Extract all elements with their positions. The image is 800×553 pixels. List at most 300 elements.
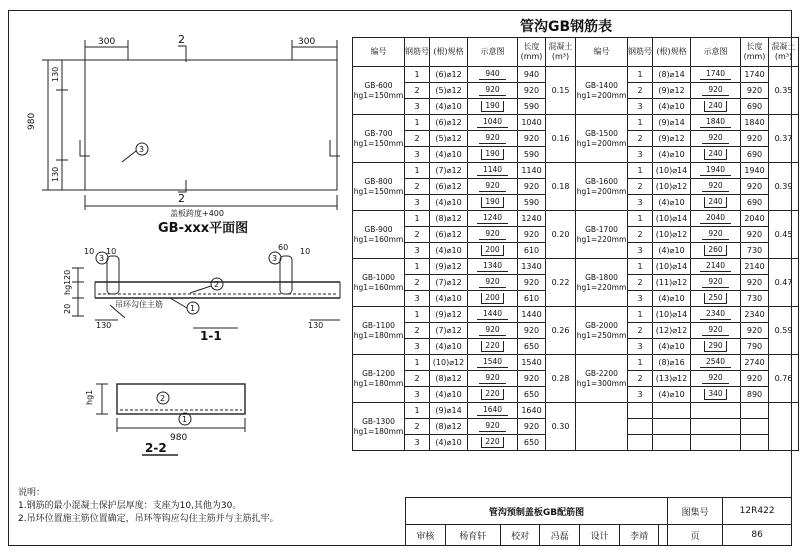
straight-bar-sketch: 1840 xyxy=(700,117,731,128)
group-code: GB-1200 xyxy=(362,368,395,378)
empty-cell xyxy=(653,419,691,435)
straight-bar-sketch: 1940 xyxy=(700,165,731,176)
bar-number: 1 xyxy=(405,163,430,179)
straight-bar-sketch: 1240 xyxy=(477,213,508,224)
bar-number: 1 xyxy=(405,307,430,323)
bar-spec: (4)⌀10 xyxy=(430,147,468,163)
header-sketch: 示意图 xyxy=(468,38,518,67)
table-row xyxy=(353,67,799,83)
concrete-volume: 0.37 xyxy=(769,115,799,163)
bar-number: 2 xyxy=(405,275,430,291)
rebar-sketch xyxy=(468,163,518,179)
hook-label: 吊环勾住主筋 xyxy=(115,300,163,309)
bar-spec: (9)⌀12 xyxy=(653,131,691,147)
rebar-sketch xyxy=(468,387,518,403)
bar-spec: (9)⌀12 xyxy=(430,307,468,323)
mark-1-section22: 1 xyxy=(182,415,188,424)
straight-bar-sketch: 1040 xyxy=(477,117,508,128)
bar-length: 2140 xyxy=(741,259,769,275)
rebar-sketch xyxy=(468,147,518,163)
bar-number: 3 xyxy=(628,387,653,403)
rebar-sketch xyxy=(468,243,518,259)
rebar-sketch xyxy=(468,275,518,291)
mark-3-left: 3 xyxy=(99,254,105,263)
review-label: 审核 xyxy=(406,525,446,546)
rebar-sketch xyxy=(691,163,741,179)
rebar-sketch xyxy=(691,147,741,163)
bar-length: 1140 xyxy=(518,163,546,179)
bar-spec: (4)⌀10 xyxy=(653,291,691,307)
bar-number: 3 xyxy=(628,147,653,163)
bar-number: 2 xyxy=(628,323,653,339)
header-length-2 xyxy=(741,38,769,67)
bar-spec: (4)⌀10 xyxy=(653,195,691,211)
bar-spec: (7)⌀12 xyxy=(430,323,468,339)
straight-bar-sketch: 940 xyxy=(479,69,505,80)
bar-spec: (8)⌀12 xyxy=(430,371,468,387)
rebar-sketch xyxy=(468,403,518,419)
bar-number: 3 xyxy=(628,195,653,211)
rebar-sketch xyxy=(691,307,741,323)
group-hg: hg1=180mm xyxy=(353,426,404,436)
bar-number: 2 xyxy=(628,227,653,243)
straight-bar-sketch: 920 xyxy=(479,421,505,432)
dim-20-bottom: 20 xyxy=(63,303,72,314)
bar-length: 1540 xyxy=(518,355,546,371)
header-sketch-2: 示意图 xyxy=(691,38,741,67)
straight-bar-sketch: 920 xyxy=(479,133,505,144)
bar-spec: (4)⌀10 xyxy=(653,243,691,259)
bar-spec: (13)⌀12 xyxy=(653,371,691,387)
group-hg: hg1=180mm xyxy=(353,378,404,388)
rebar-sketch xyxy=(468,259,518,275)
rebar-sketch xyxy=(468,339,518,355)
mark-3-plan: 3 xyxy=(139,145,145,154)
bar-number: 3 xyxy=(628,291,653,307)
bar-spec: (10)⌀12 xyxy=(430,355,468,371)
rebar-sketch xyxy=(691,355,741,371)
bar-spec: (7)⌀12 xyxy=(430,275,468,291)
hook-bar-sketch: 340 xyxy=(704,389,726,400)
group-code-cell xyxy=(353,211,405,259)
bar-number: 1 xyxy=(405,259,430,275)
rebar-sketch xyxy=(691,67,741,83)
group-hg: hg1=300mm xyxy=(576,378,627,388)
empty-cell xyxy=(741,403,769,419)
bar-number: 2 xyxy=(405,323,430,339)
note-1: 1.钢筋的最小混凝土保护层厚度：支座为10,其他为30。 xyxy=(18,501,242,511)
rebar-sketch xyxy=(691,275,741,291)
bar-number: 3 xyxy=(405,339,430,355)
straight-bar-sketch: 1340 xyxy=(477,261,508,272)
rebar-sketch xyxy=(468,131,518,147)
group-hg: hg1=200mm xyxy=(576,90,627,100)
concrete-volume: 0.15 xyxy=(546,67,576,115)
hook-bar-sketch: 250 xyxy=(704,293,726,304)
hook-bar-sketch: 220 xyxy=(481,389,503,400)
rebar-sketch xyxy=(691,227,741,243)
straight-bar-sketch: 1640 xyxy=(477,405,508,416)
group-hg: hg1=200mm xyxy=(576,186,627,196)
group-code-cell xyxy=(576,259,628,307)
group-code-cell xyxy=(353,307,405,355)
bar-spec: (4)⌀10 xyxy=(430,339,468,355)
bar-number: 3 xyxy=(628,339,653,355)
title-block xyxy=(405,497,792,546)
dim-130-top: 130 xyxy=(51,66,60,82)
bar-length: 690 xyxy=(741,195,769,211)
table-row xyxy=(353,163,799,179)
table-title: 管沟GB钢筋表 xyxy=(520,19,613,35)
dim-130-bottom: 130 xyxy=(51,166,60,182)
bar-spec: (4)⌀10 xyxy=(653,99,691,115)
bar-spec: (4)⌀10 xyxy=(653,387,691,403)
straight-bar-sketch: 2540 xyxy=(700,357,731,368)
design-name: 李靖 xyxy=(619,525,659,546)
rebar-sketch xyxy=(691,339,741,355)
table-row xyxy=(353,307,799,323)
bar-length: 690 xyxy=(741,147,769,163)
table-header-row xyxy=(353,38,799,67)
atlas-number: 12R422 xyxy=(723,498,792,525)
empty-cell xyxy=(628,403,653,419)
bar-number: 2 xyxy=(628,179,653,195)
bar-number: 3 xyxy=(405,387,430,403)
group-hg: hg1=250mm xyxy=(576,330,627,340)
dim-10-left: 10 xyxy=(84,247,95,256)
straight-bar-sketch: 1740 xyxy=(700,69,731,80)
hook-bar-sketch: 190 xyxy=(481,101,503,112)
rebar-sketch xyxy=(691,179,741,195)
bar-spec: (7)⌀12 xyxy=(430,163,468,179)
bar-number: 1 xyxy=(628,115,653,131)
bar-length: 940 xyxy=(518,67,546,83)
rebar-sketch xyxy=(691,323,741,339)
dim-hg1-22: hg1 xyxy=(85,389,94,405)
bar-length: 920 xyxy=(741,227,769,243)
concrete-volume: 0.30 xyxy=(546,403,576,451)
concrete-volume: 0.16 xyxy=(546,115,576,163)
group-code: GB-1500 xyxy=(585,128,618,138)
group-code-cell xyxy=(576,115,628,163)
hook-bar-sketch: 190 xyxy=(481,197,503,208)
group-code-cell xyxy=(576,355,628,403)
group-code-cell xyxy=(576,211,628,259)
plan-outline xyxy=(85,60,337,190)
bar-length: 1240 xyxy=(518,211,546,227)
group-code-cell xyxy=(353,163,405,211)
signature xyxy=(659,525,668,546)
group-hg: hg1=220mm xyxy=(576,234,627,244)
header-concrete-label-2: 混凝土 xyxy=(771,42,796,51)
header-concrete-2 xyxy=(769,38,799,67)
rebar-sketch xyxy=(468,435,518,451)
hook-bar-sketch: 240 xyxy=(704,197,726,208)
page-number: 86 xyxy=(723,525,792,546)
bar-length: 690 xyxy=(741,99,769,115)
straight-bar-sketch: 920 xyxy=(702,229,728,240)
concrete-volume: 0.22 xyxy=(546,259,576,307)
mark-2-section: 2 xyxy=(214,280,220,289)
rebar-sketch xyxy=(691,131,741,147)
rebar-sketch xyxy=(691,83,741,99)
header-bar-no: 钢筋号 xyxy=(405,38,430,67)
mark-3-right: 3 xyxy=(272,254,278,263)
group-hg: hg1=180mm xyxy=(353,330,404,340)
bar-number: 3 xyxy=(405,147,430,163)
bar-length: 920 xyxy=(741,323,769,339)
bar-length: 1740 xyxy=(741,67,769,83)
bar-length: 1340 xyxy=(518,259,546,275)
group-hg: hg1=160mm xyxy=(353,282,404,292)
bar-length: 610 xyxy=(518,291,546,307)
header-length-unit: (mm) xyxy=(520,52,543,61)
bar-number: 2 xyxy=(405,131,430,147)
bar-spec: (4)⌀10 xyxy=(653,339,691,355)
dim-980: 980 xyxy=(27,112,37,130)
group-code-cell xyxy=(353,67,405,115)
bar-length: 920 xyxy=(741,179,769,195)
bar-length: 920 xyxy=(518,419,546,435)
cut-mark-2-bottom: 2 xyxy=(178,192,185,205)
bar-length: 920 xyxy=(518,227,546,243)
bar-spec: (6)⌀12 xyxy=(430,67,468,83)
group-code-cell xyxy=(576,163,628,211)
plan-and-section-drawings xyxy=(10,10,360,490)
review-name: 杨育轩 xyxy=(445,525,500,546)
bar-number: 1 xyxy=(405,355,430,371)
rebar-sketch xyxy=(468,307,518,323)
rebar-sketch xyxy=(468,419,518,435)
bar-length: 920 xyxy=(518,131,546,147)
straight-bar-sketch: 920 xyxy=(479,181,505,192)
bar-spec: (8)⌀16 xyxy=(653,355,691,371)
concrete-volume: 0.45 xyxy=(769,211,799,259)
bar-length: 1040 xyxy=(518,115,546,131)
concrete-volume: 0.18 xyxy=(546,163,576,211)
dim-300-right: 300 xyxy=(298,37,316,47)
dim-10-left-2: 10 xyxy=(106,247,117,256)
rebar-sketch xyxy=(468,227,518,243)
bar-spec: (9)⌀14 xyxy=(430,403,468,419)
check-name: 冯磊 xyxy=(540,525,580,546)
dim-20-top: 20 xyxy=(63,269,72,280)
bar-length: 1840 xyxy=(741,115,769,131)
empty-cell xyxy=(741,419,769,435)
rebar-sketch xyxy=(468,99,518,115)
hook-bar-sketch: 220 xyxy=(481,437,503,448)
notes-heading: 说明： xyxy=(18,488,46,498)
header-code: 编号 xyxy=(353,38,405,67)
bar-spec: (4)⌀10 xyxy=(430,195,468,211)
bar-length: 920 xyxy=(518,371,546,387)
group-hg: hg1=150mm xyxy=(353,138,404,148)
bar-spec: (4)⌀10 xyxy=(653,147,691,163)
hook-bar-sketch: 200 xyxy=(481,293,503,304)
rebar-sketch xyxy=(468,355,518,371)
section-1-1-title: 1-1 xyxy=(200,329,222,343)
bar-length: 2740 xyxy=(741,355,769,371)
bar-spec: (4)⌀10 xyxy=(430,435,468,451)
bar-number: 1 xyxy=(628,307,653,323)
bar-length: 920 xyxy=(518,83,546,99)
straight-bar-sketch: 920 xyxy=(479,325,505,336)
bar-number: 2 xyxy=(405,83,430,99)
bar-length: 920 xyxy=(518,179,546,195)
empty-cell xyxy=(691,419,741,435)
bar-spec: (6)⌀12 xyxy=(430,227,468,243)
rebar-sketch xyxy=(468,291,518,307)
bar-number: 1 xyxy=(628,163,653,179)
bar-length: 920 xyxy=(518,275,546,291)
group-code-cell xyxy=(353,355,405,403)
straight-bar-sketch: 920 xyxy=(702,277,728,288)
bar-spec: (11)⌀12 xyxy=(653,275,691,291)
empty-cell xyxy=(576,403,628,451)
rebar-sketch xyxy=(468,211,518,227)
group-code-cell xyxy=(353,115,405,163)
straight-bar-sketch: 2140 xyxy=(700,261,731,272)
empty-cell xyxy=(741,435,769,451)
header-concrete-unit-2: (m³) xyxy=(774,52,793,61)
bar-number: 3 xyxy=(405,99,430,115)
bar-number: 1 xyxy=(405,67,430,83)
bar-length: 590 xyxy=(518,99,546,115)
bar-number: 3 xyxy=(405,291,430,307)
group-hg: hg1=150mm xyxy=(353,90,404,100)
group-code: GB-700 xyxy=(364,128,393,138)
rebar-sketch xyxy=(468,323,518,339)
group-code-cell xyxy=(353,403,405,451)
bar-spec: (12)⌀12 xyxy=(653,323,691,339)
group-code: GB-1400 xyxy=(585,80,618,90)
bar-number: 2 xyxy=(405,227,430,243)
bar-number: 3 xyxy=(628,243,653,259)
bar-length: 590 xyxy=(518,147,546,163)
table-row xyxy=(353,259,799,275)
table-row xyxy=(353,211,799,227)
straight-bar-sketch: 920 xyxy=(479,373,505,384)
straight-bar-sketch: 1540 xyxy=(477,357,508,368)
plan-title: GB-xxx平面图 xyxy=(158,221,249,236)
group-code: GB-2000 xyxy=(585,320,618,330)
header-length xyxy=(518,38,546,67)
bar-spec: (10)⌀14 xyxy=(653,163,691,179)
page-label: 页 xyxy=(668,525,723,546)
group-hg: hg1=160mm xyxy=(353,234,404,244)
drawing-main-title: 管沟预制盖板GB配筋图 xyxy=(406,498,668,525)
rebar-sketch xyxy=(468,67,518,83)
hook-bar-sketch: 220 xyxy=(481,341,503,352)
design-label: 设计 xyxy=(580,525,620,546)
dim-980-22: 980 xyxy=(170,433,188,443)
empty-cell xyxy=(653,403,691,419)
header-length-label: 长度 xyxy=(523,42,540,51)
rebar-sketch xyxy=(691,195,741,211)
hook-bar-sketch: 240 xyxy=(704,149,726,160)
concrete-volume: 0.47 xyxy=(769,259,799,307)
bar-length: 590 xyxy=(518,195,546,211)
concrete-volume: 0.26 xyxy=(546,307,576,355)
group-code: GB-1300 xyxy=(362,416,395,426)
rebar-sketch xyxy=(691,115,741,131)
header-length-label-2: 长度 xyxy=(746,42,763,51)
group-hg: hg1=150mm xyxy=(353,186,404,196)
concrete-volume: 0.76 xyxy=(769,355,799,403)
header-concrete-label: 混凝土 xyxy=(548,42,573,51)
rebar-sketch xyxy=(468,371,518,387)
bar-spec: (5)⌀12 xyxy=(430,83,468,99)
group-code: GB-1000 xyxy=(362,272,395,282)
header-length-unit-2: (mm) xyxy=(743,52,766,61)
bar-length: 730 xyxy=(741,243,769,259)
hook-bar-sketch: 290 xyxy=(704,341,726,352)
bar-spec: (6)⌀12 xyxy=(430,115,468,131)
bar-spec: (4)⌀10 xyxy=(430,99,468,115)
group-code-cell xyxy=(576,67,628,115)
hook-bar-sketch: 240 xyxy=(704,101,726,112)
hook-bar-sketch: 200 xyxy=(481,245,503,256)
bar-number: 1 xyxy=(405,403,430,419)
dim-20-130-right: 130 xyxy=(308,321,324,330)
bar-length: 650 xyxy=(518,435,546,451)
straight-bar-sketch: 920 xyxy=(479,277,505,288)
rebar-sketch xyxy=(691,211,741,227)
bar-length: 650 xyxy=(518,339,546,355)
group-code: GB-900 xyxy=(364,224,393,234)
header-code-2: 编号 xyxy=(576,38,628,67)
rebar-sketch xyxy=(468,115,518,131)
header-concrete xyxy=(546,38,576,67)
straight-bar-sketch: 920 xyxy=(479,229,505,240)
bar-length: 920 xyxy=(518,323,546,339)
bar-spec: (5)⌀12 xyxy=(430,131,468,147)
bar-number: 2 xyxy=(628,275,653,291)
dim-300-left: 300 xyxy=(98,37,116,47)
rebar-sketch xyxy=(691,371,741,387)
straight-bar-sketch: 1140 xyxy=(477,165,508,176)
rebar-sketch xyxy=(691,259,741,275)
group-code: GB-1600 xyxy=(585,176,618,186)
concrete-volume: 0.59 xyxy=(769,307,799,355)
group-code: GB-600 xyxy=(364,80,393,90)
straight-bar-sketch: 920 xyxy=(702,85,728,96)
header-spec-2: (根)规格 xyxy=(653,38,691,67)
note-2: 2.吊环位置施主筋位置确定，吊环等钩应勾住主筋并与主筋扎牢。 xyxy=(18,514,279,524)
straight-bar-sketch: 920 xyxy=(702,325,728,336)
group-code: GB-1700 xyxy=(585,224,618,234)
bar-number: 2 xyxy=(628,83,653,99)
bar-number: 1 xyxy=(405,115,430,131)
empty-cell xyxy=(653,435,691,451)
bar-spec: (9)⌀14 xyxy=(653,115,691,131)
bar-spec: (4)⌀10 xyxy=(430,291,468,307)
bar-number: 1 xyxy=(628,211,653,227)
bar-spec: (10)⌀14 xyxy=(653,307,691,323)
rebar-sketch xyxy=(468,179,518,195)
empty-cell xyxy=(628,419,653,435)
bar-spec: (10)⌀12 xyxy=(653,179,691,195)
bar-length: 920 xyxy=(741,131,769,147)
concrete-volume: 0.39 xyxy=(769,163,799,211)
bar-length: 790 xyxy=(741,339,769,355)
dim-60: 60 xyxy=(278,243,289,252)
bar-length: 920 xyxy=(741,83,769,99)
straight-bar-sketch: 920 xyxy=(702,181,728,192)
bar-spec: (8)⌀14 xyxy=(653,67,691,83)
bar-spec: (8)⌀12 xyxy=(430,211,468,227)
bar-number: 2 xyxy=(405,419,430,435)
